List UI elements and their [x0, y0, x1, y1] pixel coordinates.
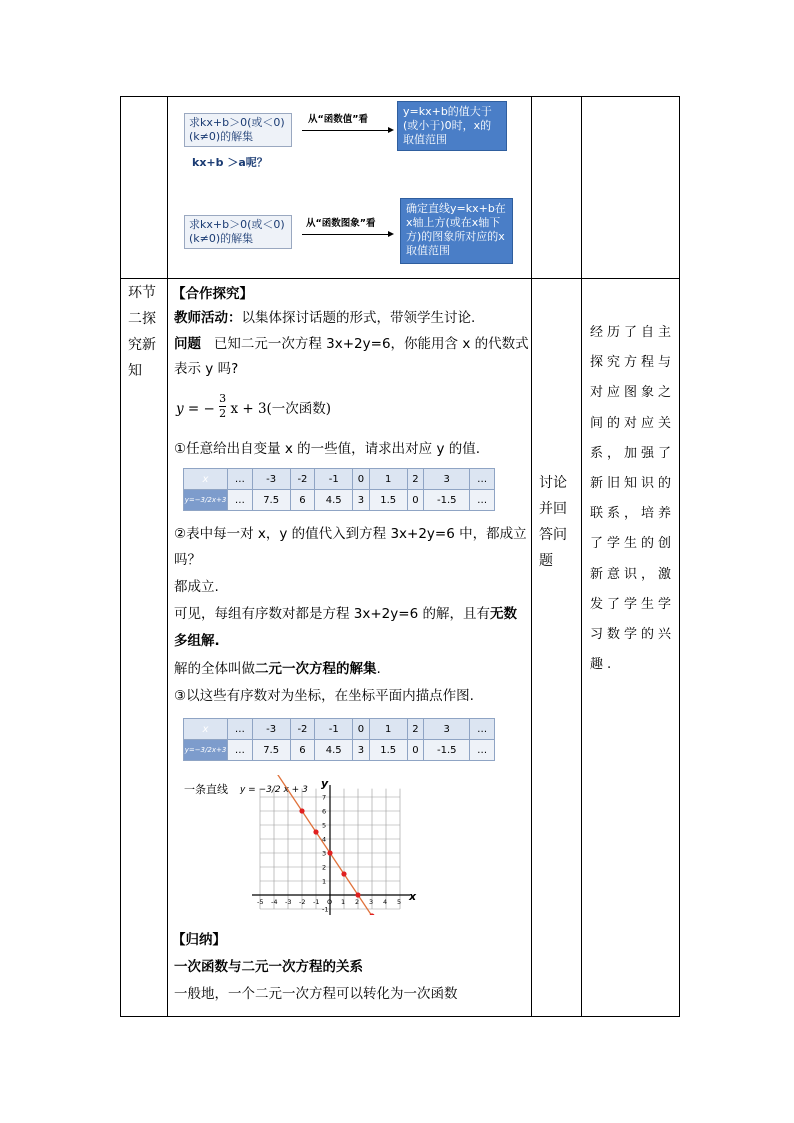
- y-axis-label: y: [321, 777, 329, 790]
- section-label: 环节二探究新知: [128, 285, 156, 379]
- x-value-cell: 0: [353, 719, 370, 740]
- y-tick-label: 1: [322, 877, 327, 886]
- data-point: [355, 892, 360, 897]
- x-value-cell: …: [470, 719, 495, 740]
- data-point: [313, 829, 318, 834]
- x-value-cell: -1: [315, 719, 353, 740]
- y-value-cell: 0: [407, 740, 424, 761]
- problem-line-1: 问题 已知二元一次方程 3x+2y=6，你能用含 x 的代数式: [174, 336, 529, 352]
- y-tick-label: 6: [322, 807, 327, 816]
- x-value-cell: 2: [407, 469, 424, 490]
- x-tick-label: 5: [397, 898, 402, 906]
- solve-box-1: 求kx+b＞0(或＜0)(k≠0)的解集: [184, 113, 292, 147]
- x-value-cell: -3: [252, 469, 290, 490]
- values-table-1: [183, 468, 495, 511]
- x-tick-label: -1: [313, 898, 320, 906]
- y-value-cell: -1.5: [424, 740, 470, 761]
- graph-equation: y = −3/2 x + 3: [240, 785, 308, 795]
- y-tick-label: -1: [322, 905, 329, 914]
- x-row: [184, 469, 495, 490]
- y-tick-label: 3: [322, 849, 327, 858]
- y-value-cell: 1.5: [369, 490, 407, 511]
- y-tick-label: 5: [322, 821, 327, 830]
- x-value-cell: 1: [369, 469, 407, 490]
- y-value-cell: 6: [290, 490, 315, 511]
- y-header: y=−3/2x+3: [184, 490, 228, 511]
- data-point: [327, 850, 332, 855]
- y-row: [184, 490, 495, 511]
- y-value-cell: -1.5: [424, 490, 470, 511]
- x-value-cell: …: [470, 469, 495, 490]
- values-table-2: [183, 718, 495, 761]
- result-box-1: y=kx+b的值大于(或小于)0时，x的取值范围: [397, 101, 507, 151]
- function-line: [275, 775, 380, 915]
- x-row: [184, 719, 495, 740]
- y-value-cell: 1.5: [369, 740, 407, 761]
- heading-summary: 【归纳】: [172, 932, 226, 948]
- solve-box-2: 求kx+b＞0(或＜0)(k≠0)的解集: [184, 215, 292, 249]
- solution-set: 解的全体叫做二元一次方程的解集.: [174, 661, 381, 677]
- y-value-cell: …: [470, 740, 495, 761]
- y-value-cell: …: [470, 490, 495, 511]
- y-value-cell: …: [228, 490, 253, 511]
- design-intent-note: 经历了自主探究方程与对应图象之间的对应关系，加强了新旧知识的联系，培养了学生的创新意识，激发了学生学习数学的兴趣.: [590, 325, 676, 673]
- x-tick-label: 4: [383, 898, 388, 906]
- x-value-cell: 0: [353, 469, 370, 490]
- step-1: ①任意给出自变量 x 的一些值，请求出对应 y 的值.: [174, 441, 481, 457]
- y-value-cell: 7.5: [252, 740, 290, 761]
- problem-line-2: 表示 y 吗?: [174, 361, 239, 377]
- col-divider: [167, 96, 168, 1017]
- y-value-cell: 6: [290, 740, 315, 761]
- x-tick-label: -4: [271, 898, 278, 906]
- x-tick-label: 2: [355, 898, 360, 906]
- y-value-cell: 3: [353, 740, 370, 761]
- x-value-cell: 1: [369, 719, 407, 740]
- x-tick-label: O: [327, 898, 333, 906]
- conclusion-line-2: 多组解.: [174, 633, 220, 649]
- step-2-line-1: ②表中每一对 x，y 的值代入到方程 3x+2y=6 中，都成立: [174, 526, 527, 542]
- y-value-cell: 0: [407, 490, 424, 511]
- x-value-cell: 2: [407, 719, 424, 740]
- arrow-1: [302, 130, 392, 131]
- step-2-line-2: 吗？: [174, 552, 201, 568]
- y-tick-label: 7: [322, 793, 327, 802]
- x-value-cell: …: [228, 469, 253, 490]
- x-header: x: [184, 469, 228, 490]
- y-header: y=−3/2x+3: [184, 740, 228, 761]
- x-value-cell: 3: [424, 719, 470, 740]
- arrow-label-2: 从“函数图象”看: [306, 218, 376, 229]
- y-tick-label: 2: [322, 863, 327, 872]
- data-point: [299, 808, 304, 813]
- teacher-activity: 教师活动：以集体探讨话题的形式，带领学生讨论.: [174, 310, 476, 326]
- data-point: [341, 871, 346, 876]
- x-tick-label: -3: [285, 898, 292, 906]
- y-value-cell: 7.5: [252, 490, 290, 511]
- answer: 都成立.: [174, 579, 219, 595]
- arrow-2: [302, 234, 392, 235]
- relation-title: 一次函数与二元一次方程的关系: [174, 959, 363, 975]
- formula: y = − $\frac{3}{2}$ x + 3(一次函数): [176, 392, 332, 420]
- line-chart: [248, 775, 418, 915]
- col-divider: [581, 96, 582, 1017]
- y-value-cell: 4.5: [315, 740, 353, 761]
- x-axis-label: x: [409, 890, 417, 903]
- x-value-cell: 3: [424, 469, 470, 490]
- follow-up-question: kx+b ＞a呢？: [192, 156, 268, 169]
- y-value-cell: 3: [353, 490, 370, 511]
- x-value-cell: -1: [315, 469, 353, 490]
- heading-cooperative: 【合作探究】: [172, 286, 253, 302]
- x-tick-label: 1: [341, 898, 346, 906]
- x-value-cell: …: [228, 719, 253, 740]
- y-row: [184, 740, 495, 761]
- x-value-cell: -2: [290, 469, 315, 490]
- x-tick-label: -2: [299, 898, 306, 906]
- row-divider: [120, 278, 680, 279]
- x-value-cell: -2: [290, 719, 315, 740]
- y-value-cell: 4.5: [315, 490, 353, 511]
- graph-caption: 一条直线: [184, 783, 228, 796]
- x-value-cell: -3: [252, 719, 290, 740]
- relation-text: 一般地，一个二元一次方程可以转化为一次函数: [174, 986, 458, 1002]
- x-tick-label: 3: [369, 898, 374, 906]
- x-tick-label: -5: [257, 898, 264, 906]
- conclusion-line-1: 可见，每组有序数对都是方程 3x+2y=6 的解，且有无数: [174, 606, 517, 622]
- arrow-label-1: 从“函数值”看: [308, 114, 368, 125]
- step-3: ③以这些有序数对为坐标，在坐标平面内描点作图.: [174, 688, 474, 704]
- x-header: x: [184, 719, 228, 740]
- col-divider: [531, 96, 532, 1017]
- y-tick-label: 4: [322, 835, 327, 844]
- result-box-2: 确定直线y=kx+b在x轴上方(或在x轴下方)的图象所对应的x取值范围: [400, 198, 513, 264]
- method-label: 讨论并回答问题: [539, 475, 567, 569]
- y-value-cell: …: [228, 740, 253, 761]
